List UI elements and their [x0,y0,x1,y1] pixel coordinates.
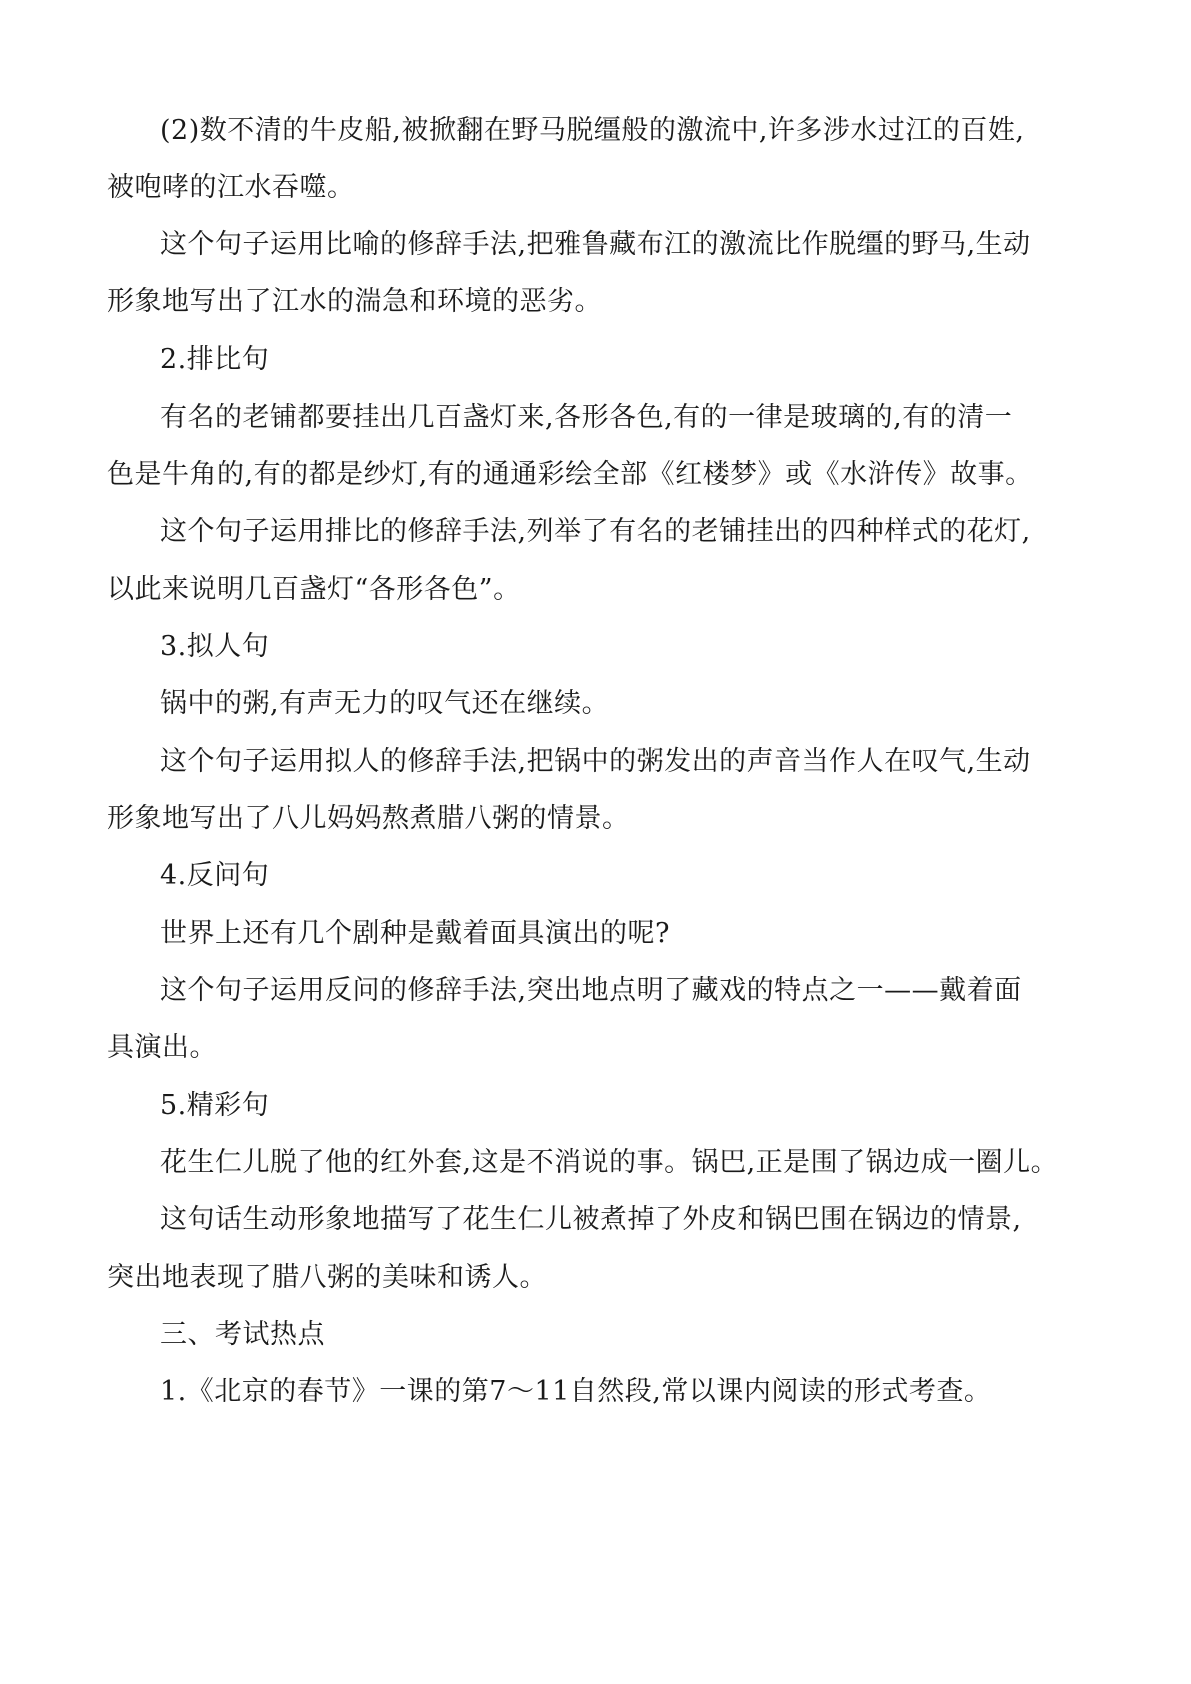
text-line: 花生仁儿脱了他的红外套,这是不消说的事。锅巴,正是围了锅边成一圈儿。 [160,1147,1059,1178]
text-line: 1.《北京的春节》一课的第7～11自然段,常以课内阅读的形式考查。 [160,1376,992,1407]
text-line: 这个句子运用比喻的修辞手法,把雅鲁藏布江的激流比作脱缰的野马,生动 [160,229,1031,260]
text-line: 具演出。 [107,1032,217,1063]
section-heading: 4.反问句 [160,860,270,891]
text-line: (2)数不清的牛皮船,被掀翻在野马脱缰般的激流中,许多涉水过江的百姓, [160,115,1025,146]
section-heading: 2.排比句 [160,344,270,375]
text-line: 世界上还有几个剧种是戴着面具演出的呢? [160,918,670,949]
section-heading: 3.拟人句 [160,631,270,662]
text-line: 有名的老铺都要挂出几百盏灯来,各形各色,有的一律是玻璃的,有的清一 [160,402,1013,433]
text-line: 这个句子运用反问的修辞手法,突出地点明了藏戏的特点之一——戴着面 [160,975,1022,1006]
text-line: 被咆哮的江水吞噬。 [107,172,355,203]
text-line: 这个句子运用排比的修辞手法,列举了有名的老铺挂出的四种样式的花灯, [160,516,1031,547]
text-line: 形象地写出了八儿妈妈熬煮腊八粥的情景。 [107,803,630,834]
text-line: 突出地表现了腊八粥的美味和诱人。 [107,1262,547,1293]
text-line: 色是牛角的,有的都是纱灯,有的通通彩绘全部《红楼梦》或《水浒传》故事。 [107,459,1033,490]
text-line: 锅中的粥,有声无力的叹气还在继续。 [160,688,610,719]
text-line: 这个句子运用拟人的修辞手法,把锅中的粥发出的声音当作人在叹气,生动 [160,746,1031,777]
section-heading: 三、考试热点 [160,1319,325,1350]
text-line: 这句话生动形象地描写了花生仁儿被煮掉了外皮和锅巴围在锅边的情景, [160,1204,1022,1235]
text-line: 形象地写出了江水的湍急和环境的恶劣。 [107,286,602,317]
text-line: 以此来说明几百盏灯“各形各色”。 [107,574,521,605]
section-heading: 5.精彩句 [160,1090,270,1121]
